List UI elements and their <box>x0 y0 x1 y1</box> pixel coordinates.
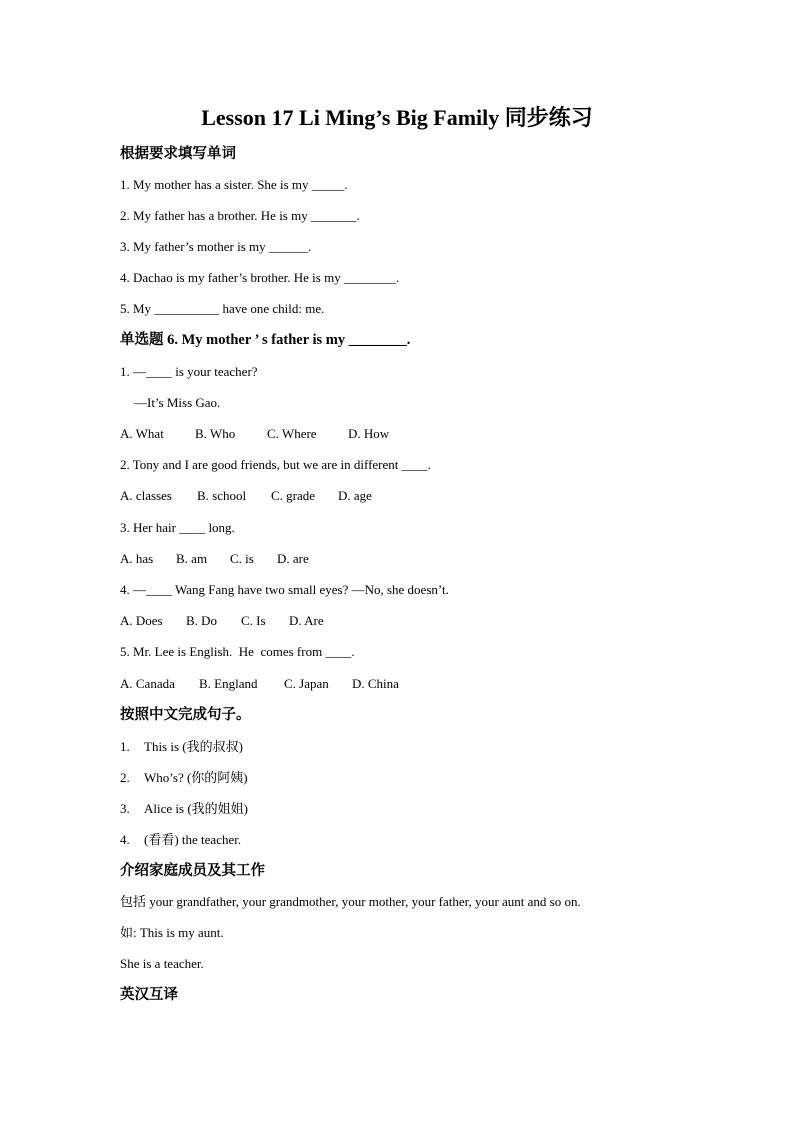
option-a: A. What <box>120 426 164 441</box>
section-heading-complete-sentences: 按照中文完成句子。 <box>120 707 251 723</box>
option-b: B. England <box>199 676 258 691</box>
option-b: B. am <box>176 551 208 566</box>
list-text: Who’s? (你的阿姨) <box>144 770 248 785</box>
options-row <box>120 675 399 693</box>
option-c: C. Is <box>241 613 266 628</box>
options-row <box>120 487 372 505</box>
example-text: 如: This is my aunt. <box>120 925 224 940</box>
list-item <box>120 769 248 787</box>
options-row <box>120 550 309 568</box>
list-number: 2. <box>120 770 130 785</box>
option-c: C. is <box>230 551 254 566</box>
question-item: 5. My __________ have one child: me. <box>120 301 325 316</box>
section-heading-family-jobs: 介绍家庭成员及其工作 <box>120 863 265 879</box>
question-reply: —It’s Miss Gao. <box>134 395 221 410</box>
question-item: 1. My mother has a sister. She is my _____. <box>120 177 348 192</box>
list-text: (看看) the teacher. <box>144 832 242 847</box>
section-heading-fill-words: 根据要求填写单词 <box>120 146 236 162</box>
option-c: C. grade <box>271 488 316 503</box>
list-text: Alice is (我的姐姐) <box>144 801 248 816</box>
option-a: A. Does <box>120 613 163 628</box>
option-a: A. Canada <box>120 676 175 691</box>
option-d: D. China <box>352 676 399 691</box>
example-text: She is a teacher. <box>120 956 204 971</box>
question-item: 3. My father’s mother is my ______. <box>120 239 312 254</box>
list-item <box>120 738 243 756</box>
question-stem: 2. Tony and I are good friends, but we are in different ____. <box>120 457 431 472</box>
options-row <box>120 612 324 630</box>
section-heading-multiple-choice: 单选题 6. My mother ’ s father is my ________. <box>120 332 411 348</box>
option-d: D. How <box>348 426 390 441</box>
question-item: 2. My father has a brother. He is my _______. <box>120 208 360 223</box>
option-b: B. school <box>197 488 247 503</box>
list-number: 4. <box>120 832 130 847</box>
option-a: A. classes <box>120 488 172 503</box>
options-row <box>120 425 389 443</box>
list-item <box>120 831 241 849</box>
section-heading-translation: 英汉互译 <box>120 987 178 1003</box>
list-number: 3. <box>120 801 130 816</box>
question-stem: 5. Mr. Lee is English. He comes from ____. <box>120 644 355 659</box>
page-title: Lesson 17 Li Ming’s Big Family 同步练习 <box>201 105 593 130</box>
option-a: A. has <box>120 551 154 566</box>
option-b: B. Who <box>195 426 236 441</box>
option-d: D. are <box>277 551 309 566</box>
option-c: C. Where <box>267 426 317 441</box>
instruction-text: 包括 your grandfather, your grandmother, your mother, your father, your aunt and so on. <box>120 894 581 909</box>
question-stem: 4. —____ Wang Fang have two small eyes? —No, she doesn’t. <box>120 582 449 597</box>
option-b: B. Do <box>186 613 218 628</box>
question-stem: 1. —____ is your teacher? <box>120 364 258 379</box>
list-item <box>120 800 248 818</box>
question-stem: 3. Her hair ____ long. <box>120 520 235 535</box>
list-number: 1. <box>120 739 130 754</box>
option-d: D. Are <box>289 613 324 628</box>
option-d: D. age <box>338 488 372 503</box>
option-c: C. Japan <box>284 676 329 691</box>
list-text: This is (我的叔叔) <box>144 739 243 754</box>
question-item: 4. Dachao is my father’s brother. He is my ________. <box>120 270 400 285</box>
